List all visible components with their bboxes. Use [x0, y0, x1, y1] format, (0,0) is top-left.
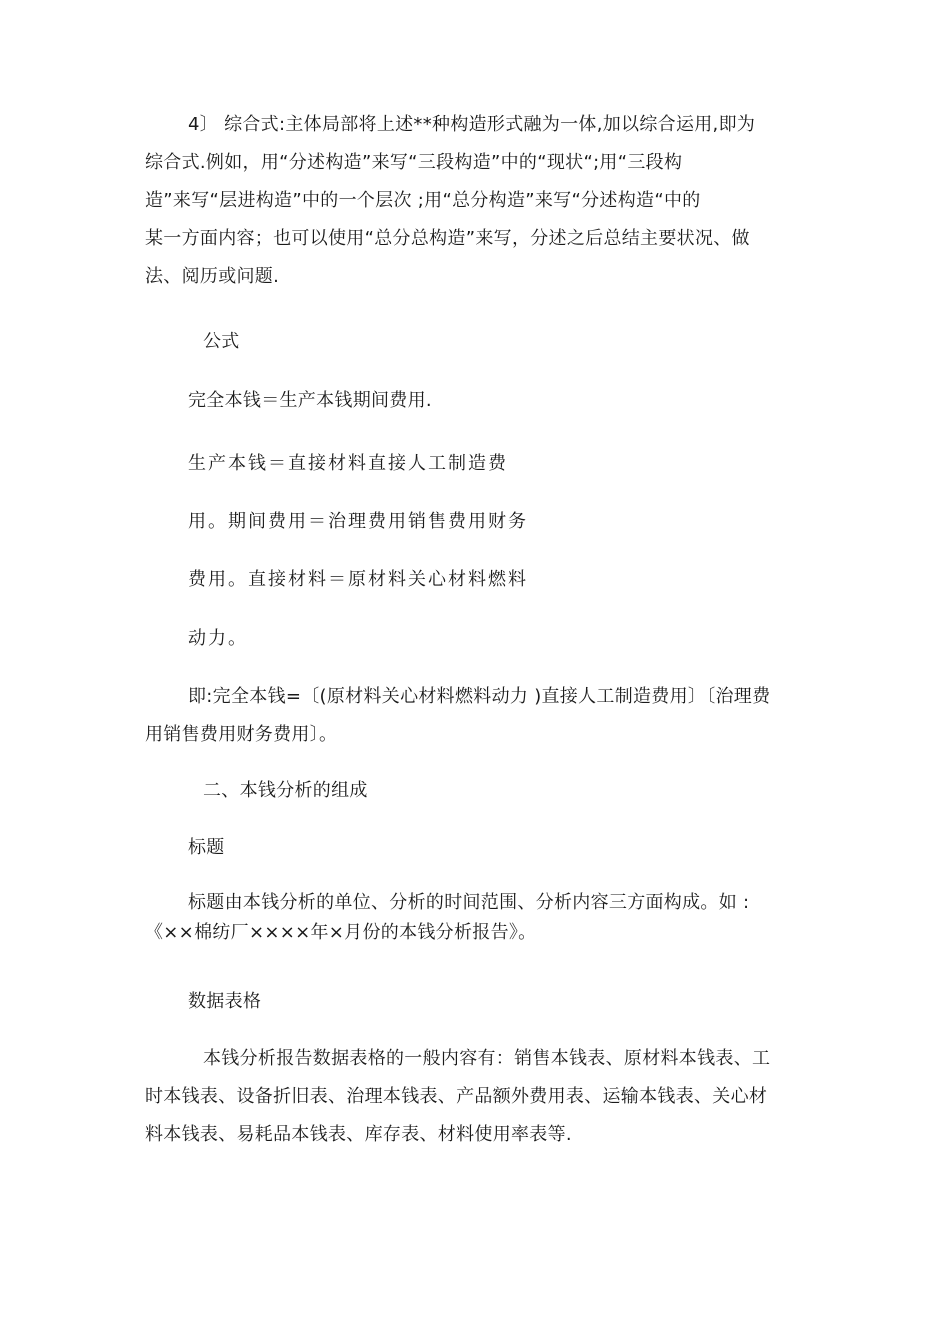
paragraph-line: 法、阅历或问题. [145, 266, 280, 287]
paragraph-line: 《××棉纺厂××××年×月份的本钱分析报告》。 [145, 922, 537, 943]
formula-line: 动力。 [188, 628, 248, 649]
formula-heading: 公式 [203, 331, 240, 352]
composite-paragraph [145, 106, 755, 296]
paragraph-line: 某一方面内容；也可以使用“总分总构造”来写，分述之后总结主要状况、做 [145, 228, 750, 249]
formula-line: 生产本钱＝直接材料直接人工制造费 [188, 453, 508, 474]
formula-line: 费用。直接材料＝原材料关心材料燃料 [188, 569, 528, 590]
data-table-heading: 数据表格 [188, 991, 262, 1012]
section-heading: 二、本钱分析的组成 [203, 780, 368, 801]
paragraph-line: 4〕 综合式:主体局部将上述**种构造形式融为一体,加以综合运用,即为 [188, 114, 756, 135]
formula-full-cost: 完全本钱＝生产本钱期间费用. [188, 390, 432, 411]
paragraph-line: 本钱分析报告数据表格的一般内容有：销售本钱表、原材料本钱表、工 [203, 1048, 771, 1069]
title-description [145, 888, 749, 948]
paragraph-line: 时本钱表、设备折旧表、治理本钱表、产品额外费用表、运输本钱表、关心材 [145, 1086, 768, 1107]
paragraph-line: 用销售费用财务费用〕。 [145, 724, 338, 745]
data-table-description [145, 1040, 770, 1154]
title-heading: 标题 [188, 837, 225, 858]
paragraph-line: 料本钱表、易耗品本钱表、库存表、材料使用率表等. [145, 1124, 572, 1145]
paragraph-line: 即:完全本钱=〔(原材料关心材料燃料动力 )直接人工制造费用〕〔治理费 [188, 686, 771, 707]
paragraph-line: 综合式.例如，用“分述构造”来写“三段构造”中的“现状“;用“三段构 [145, 152, 683, 173]
paragraph-line: 标题由本钱分析的单位、分析的时间范围、分析内容三方面构成。如 : [188, 892, 750, 913]
paragraph-line: 造”来写“层进构造”中的一个层次 ;用“总分构造”来写“分述构造“中的 [145, 190, 701, 211]
formula-line: 用。期间费用＝治理费用销售费用财务 [188, 511, 528, 532]
formula-summary [145, 678, 770, 754]
